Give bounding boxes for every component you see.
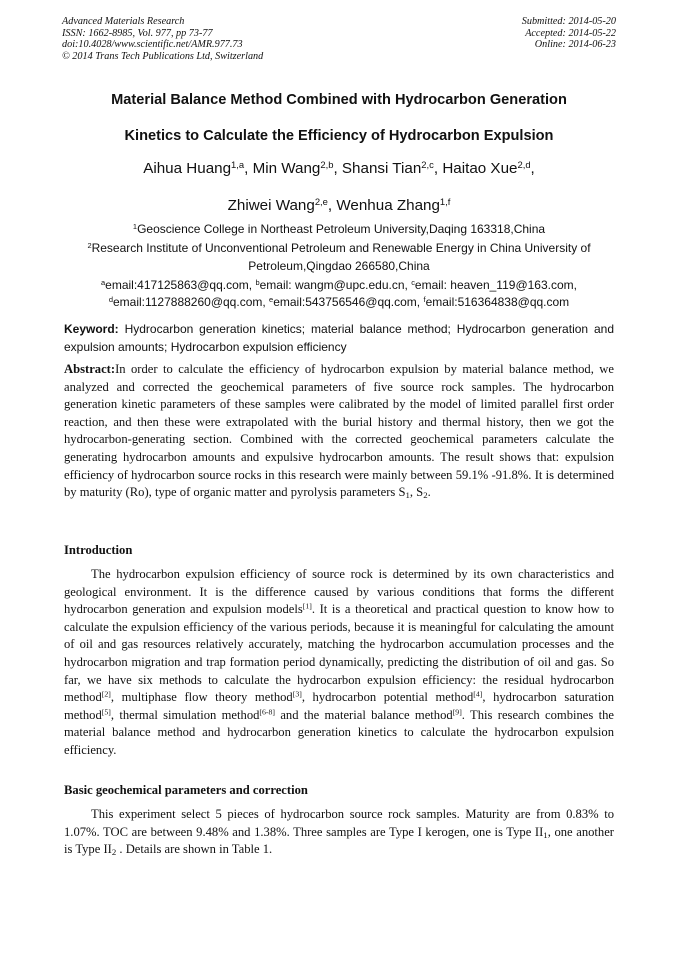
affiliation-text: Geoscience College in Northeast Petroleum University,Daqing 163318,China [137,222,546,236]
author-name: Zhiwei Wang [227,197,315,214]
body-text: , hydrocarbon saturation method [64,690,614,722]
body-text: , multiphase flow theory method [110,690,293,705]
email-mark: f [423,294,426,304]
author-name: Wenhua Zhang [336,197,440,214]
body-text: The hydrocarbon expulsion efficiency of source rock is determined by its own characteristics and geological environment. It is the difference caused by various conditions that forms the different hydrocarbon generation and expulsion models [64,567,614,617]
issn-line: ISSN: 1662-8985, Vol. 977, pp 73-77 [62,27,213,39]
subscript: 2 [111,847,117,858]
author-list-line-1: Aihua Huang$^{1,a}$, Min Wang$^{2,b}$, Shansi Tian$^{2,c}$, Haitao Xue$^{2,d}$, [143,158,535,177]
author-affiliation-mark: 2,e [314,195,328,207]
email-link[interactable]: email:516364838@qq.com [425,295,570,309]
body-text: , one another is Type II [64,824,614,857]
keyword-text: Hydrocarbon generation kinetics; material balance method; Hydrocarbon generation and expulsion amounts; Hydrocarbon expulsion efficiency [64,322,614,354]
affiliation-number: 1 [132,221,138,231]
keyword-label: Keyword: [64,322,119,336]
author-name: Aihua Huang [143,160,232,177]
body-text: , thermal simulation method [110,707,260,722]
body-text: , hydrocarbon potential method [301,690,474,705]
author-name: Haitao Xue [442,160,518,177]
abstract-text: , S [409,485,424,500]
abstract [64,361,614,502]
email-mark: e [269,294,274,304]
author-affiliation-mark: 1,f [439,195,451,207]
citation[interactable]: [2] [101,689,111,699]
citation[interactable]: [4] [473,689,483,699]
author-name: Shansi Tian [341,160,422,177]
abstract-label: Abstract: [64,362,116,376]
body-text: . It is a theoretical and practical question to know how to calculate the expulsion efficiency of the various periods, because it is meaningful for calculating the amount of oil and gas resources relatively accurately, matching the hydrocarbon accumulation processes and the hydrocarbon migration and trap formation period dynamically, predicting the distribution of oil and gas. So far, we have six methods to calculate the hydrocarbon expulsion efficiency: the residual hydrocarbon method [64,602,614,705]
email-mark: a [101,277,106,287]
paper-title-line-1: Material Balance Method Combined with Hydrocarbon Generation [111,92,567,108]
author-list-line-2: Zhiwei Wang$^{2,e}$, Wenhua Zhang$^{1,f}$ [227,195,451,214]
email-mark: c [411,277,415,287]
affiliation-text: Research Institute of Unconventional Petroleum and Renewable Energy in China University of Petroleum,Qingdao 266580,China [91,241,591,273]
publication-dates [522,16,616,51]
section-heading-basic-parameters: Basic geochemical parameters and correction [64,783,308,797]
subscript: 1 [543,829,548,840]
subscript: 2 [423,490,428,501]
email-mark: d [108,294,113,304]
journal-info [62,16,263,62]
abstract-text: . [427,485,431,500]
body-text: . Details are shown in Table 1. [116,842,273,857]
affiliation-2 [40,240,638,275]
citation[interactable]: [9] [452,707,462,717]
affiliation-1 [40,221,638,239]
keywords [64,320,614,356]
author-affiliation-mark: 2,c [421,158,434,170]
basic-parameters-paragraph [64,806,614,859]
author-name: Min Wang [252,160,321,177]
author-affiliation-mark: 2,b [320,158,334,170]
email-line-1 [40,277,638,295]
body-text: This experiment select 5 pieces of hydrocarbon source rock samples. Maturity are from 0.83% to 1.07%. TOC are between 9.48% and 1.38%. Three samples are Type I kerogen, one is Type II [64,807,614,839]
email-link[interactable]: email: wangm@upc.edu.cn, [259,278,408,292]
copyright-line: © 2014 Trans Tech Publications Ltd, Switzerland [62,50,264,62]
email-mark: b [255,277,260,287]
online-date: Online: 2014-06-23 [534,39,616,50]
email-line-2 [40,294,638,312]
citation[interactable]: [5] [101,707,111,717]
section-heading-introduction: Introduction [64,543,133,557]
doi-line: doi:10.4028/www.scientific.net/AMR.977.73 [62,39,243,50]
email-link[interactable]: email:417125863@qq.com, [105,278,253,292]
body-text: and the material balance method [275,707,453,722]
affiliation-number: 2 [87,240,92,250]
email-link[interactable]: email:543756546@qq.com, [273,295,421,309]
citation[interactable]: [6-8] [259,707,276,717]
email-link[interactable]: email:1127888260@qq.com, [112,295,266,309]
submitted-date: Submitted: 2014-05-20 [521,16,616,27]
introduction-paragraph [64,566,614,760]
email-link[interactable]: email: heaven_119@163.com, [414,278,577,292]
citation[interactable]: [1] [302,601,312,611]
body-text: . This research combines the material balance method and hydrocarbon generation kinetics to calculate the hydrocarbon expulsion efficiency. [64,707,615,757]
author-affiliation-mark: 2,d [517,158,531,170]
subscript: 1 [405,490,410,501]
accepted-date: Accepted: 2014-05-22 [525,27,616,39]
journal-name: Advanced Materials Research [62,16,185,27]
author-affiliation-mark: 1,a [231,158,245,170]
abstract-text: In order to calculate the efficiency of hydrocarbon expulsion by material balance method, we analyzed and corrected the geochemical parameters of five source rock samples. The hydrocarbon generation kinetic parameters of these samples were calibrated by the model of limited parallel first order reaction, and then these were extrapolated with the burial history and thermal history, then we got the hydrocarbon-generating section. Combined with the corrected geochemical parameters calculate the generating hydrocarbon amounts and expulsive hydrocarbon amounts. The result shows that: expulsion efficiency of hydrocarbon source rocks in this research were mainly between 59.1% -91.8%. It is determined by maturity (Ro), type of organic matter and pyrolysis parameters S [64,362,614,500]
paper-title-line-2: Kinetics to Calculate the Efficiency of Hydrocarbon Expulsion [124,128,554,144]
citation[interactable]: [3] [292,689,302,699]
